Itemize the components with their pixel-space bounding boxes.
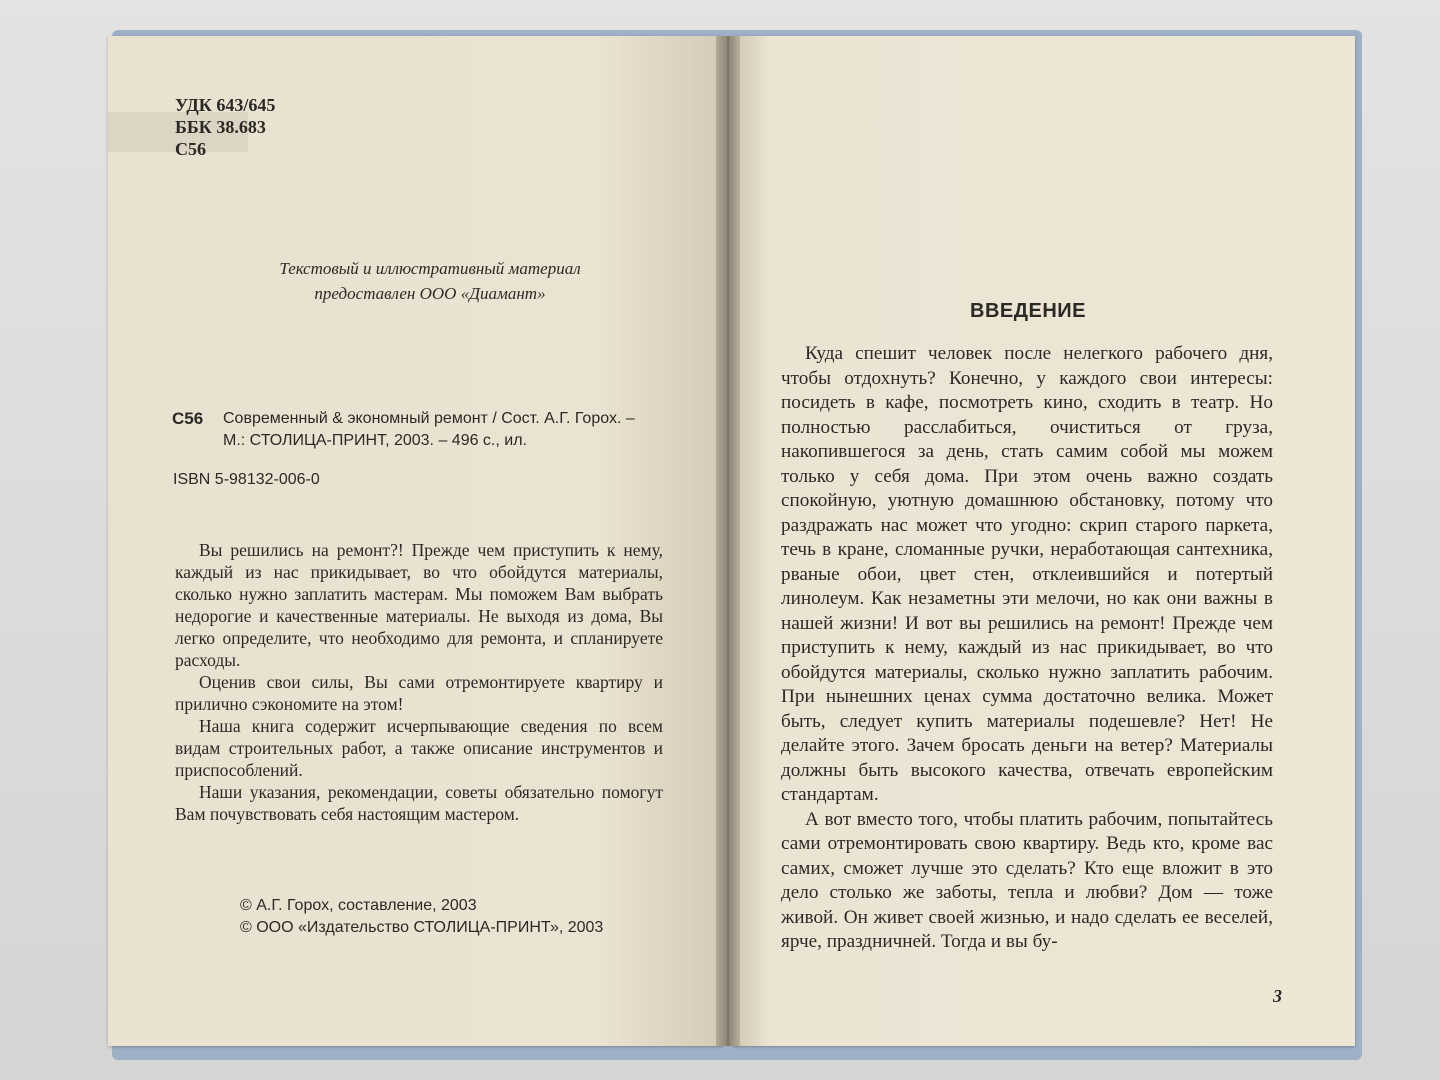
credit-line-2: предоставлен ООО «Диамант» (314, 284, 546, 303)
annotation-paragraph: Наши указания, рекомендации, советы обязательно помогут Вам почувствовать себя настоящим мастером. (175, 782, 663, 824)
copyright-line-2: © ООО «Издательство СТОЛИЦА-ПРИНТ», 2003 (240, 919, 604, 936)
annotation (175, 539, 663, 825)
catalog-line-1: Современный & экономный ремонт / Сост. А.Г. Горох. – (223, 410, 635, 427)
bbk-code: ББК 38.683 (175, 117, 266, 137)
catalog-line-2: М.: СТОЛИЦА-ПРИНТ, 2003. – 496 с., ил. (223, 432, 527, 449)
udk-code: УДК 643/645 (175, 95, 276, 115)
catalog-code: С56 (172, 409, 204, 428)
intro-paragraph: А вот вместо того, чтобы платить рабочим, попытайтесь сами отремонтировать свою квартиру. Ведь кто, кроме вас самих, сможет лучше это сделать? Кто еще вложит в это дело столько же заботы, тепла и любви? Дом — тоже живой. Он живет своей жизнью, и надо сделать ее веселей, ярче, праздничней. Тогда и вы бу- (781, 808, 1273, 952)
isbn: ISBN 5-98132-006-0 (173, 471, 320, 488)
credit-note (230, 256, 630, 306)
credit-line-1: Текстовый и иллюстративный материал (279, 259, 581, 278)
intro-paragraph: Куда спешит человек после нелегкого рабочего дня, чтобы отдохнуть? Конечно, у каждого свои интересы: посидеть в кафе, посмотреть кино, сходить в театр. Но полностью расслабиться, очиститься от груза, накопившегося за день, стать самим собой мы можем только у себя дома. При этом очень важно создать спокойную, уютную домашнюю обстановку, потому что раздражать нас может что угодно: скрип старого паркета, течь в кране, сломанные ручки, неработающая сантехника, рваные обои, цвет стен, отклеившийся и потертый линолеум. Как незаметны эти мелочи, но как они важны в нашей жизни! И вот вы решились на ремонт! Прежде чем приступить к нему, каждый из нас прикидывает, во что обойдутся материалы, сколько нужно заплатить рабочим. При нынешних ценах сумма достаточно велика. Может быть, следует купить материалы подешевле? Нет! Не делайте этого. Зачем бросать деньги на ветер? Материалы должны быть высокого качества, отвечать европейским стандартам. (781, 343, 1273, 805)
classification-codes (175, 94, 275, 160)
annotation-paragraph: Оценив свои силы, Вы сами отремонтируете квартиру и прилично сэкономите на этом! (175, 672, 663, 714)
annotation-paragraph: Вы решились на ремонт?! Прежде чем приступить к нему, каждый из нас прикидывает, во что обойдутся материалы, сколько нужно заплатить мастерам. Мы поможем Вам выбрать недорогие и качественные материалы. Не выходя из дома, Вы легко определите, что необходимо для ремонта, и спланируете расходы. (175, 540, 663, 670)
author-mark: С56 (175, 139, 206, 159)
copyright-block (240, 895, 603, 939)
book-spine-gutter (716, 36, 740, 1046)
catalog-entry (172, 408, 663, 452)
copyright-line-1: © А.Г. Горох, составление, 2003 (240, 897, 477, 914)
introduction-text (781, 342, 1273, 955)
page-number: 3 (1273, 986, 1282, 1006)
annotation-paragraph: Наша книга содержит исчерпывающие сведения по всем видам строительных работ, а также описание инструментов и приспособлений. (175, 716, 663, 780)
chapter-heading: ВВЕДЕНИЕ (970, 300, 1086, 322)
